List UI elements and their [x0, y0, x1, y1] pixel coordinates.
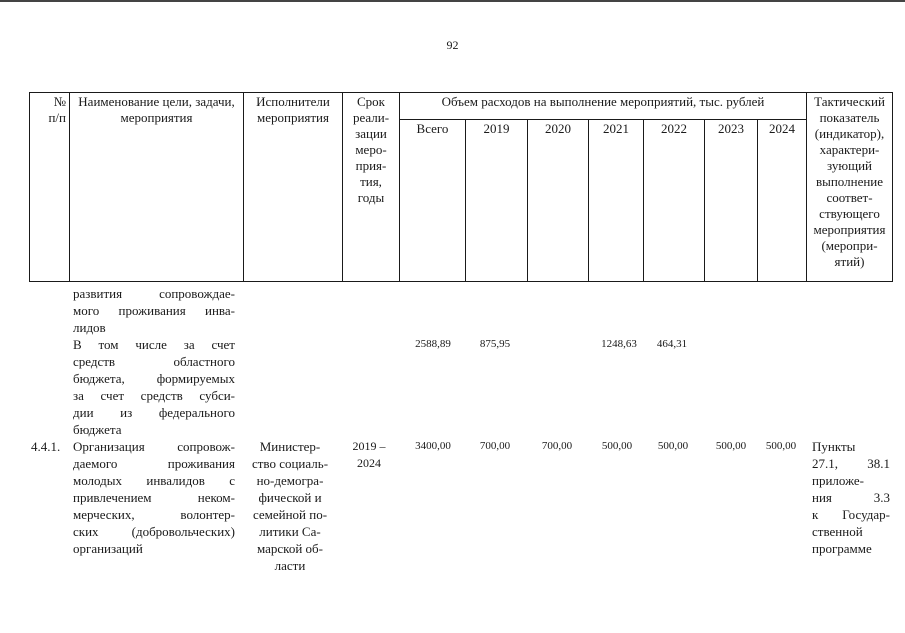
- col-year-header: 2023: [705, 120, 758, 282]
- value-2020: 700,00: [541, 440, 573, 452]
- col-volume-header: Объем расходов на выполнение мероприятий, тыс. рублей: [400, 93, 807, 120]
- top-rule: [0, 0, 905, 2]
- row-text-line: дии из федерального: [73, 405, 235, 420]
- term-cell: 2019 – 2024: [352, 439, 386, 470]
- row-text-line: организаций: [73, 541, 143, 556]
- row-text-line: ских (добровольческих): [73, 524, 235, 539]
- col-number-header: № п/п: [30, 93, 70, 282]
- col-year-header: 2022: [644, 120, 705, 282]
- executor-line: литики Са-: [259, 524, 321, 539]
- executor-line: фической и: [258, 490, 322, 505]
- executor-line: марской об-: [257, 541, 323, 556]
- executor-line: ласти: [274, 558, 306, 573]
- page-number: 92: [446, 38, 459, 52]
- col-year-header: 2024: [758, 120, 807, 282]
- executor-cell: [244, 438, 336, 574]
- col-executors-header: Исполнители мероприятия: [244, 93, 343, 282]
- indicator-cell: [812, 438, 890, 557]
- executor-line: семейной по-: [252, 507, 328, 522]
- value-2021: 500,00: [601, 440, 633, 452]
- row-text-line: мого проживания инва-: [73, 303, 235, 318]
- table-row: [73, 438, 235, 557]
- indicator-line: 27.1, 38.1: [812, 456, 890, 471]
- col-indicator-header: Тактический показатель (индикатор), характери- зующий выполнение соответ- ствующего мероприятия (меропри- ятий): [807, 93, 893, 282]
- row-text-line: лидов: [73, 320, 106, 335]
- executor-line: но-демогра-: [256, 473, 324, 488]
- value-2022: 500,00: [657, 440, 689, 452]
- col-term-header: Срок реали- зации меро- прия- тия, годы: [343, 93, 400, 282]
- value-2024: 500,00: [765, 440, 797, 452]
- col-year-header: 2021: [589, 120, 644, 282]
- table-row: [73, 285, 235, 336]
- executor-line: Министер-: [259, 439, 321, 454]
- row-text-line: развития сопровождае-: [73, 286, 235, 301]
- table-row: [73, 336, 235, 438]
- row-text-line: даемого проживания: [73, 456, 235, 471]
- row-text-line: мерческих, волонтер-: [73, 507, 235, 522]
- col-name-header: Наименование цели, задачи, мероприятия: [70, 93, 244, 282]
- value-total: 3400,00: [415, 440, 451, 452]
- indicator-line: к Государ-: [812, 507, 890, 522]
- indicator-line: ния 3.3: [812, 490, 890, 505]
- row-text-line: привлечением неком-: [73, 490, 235, 505]
- row-text-line: Организация сопровож-: [73, 439, 235, 454]
- table-body: [0, 283, 905, 633]
- row-text-line: бюджета: [73, 422, 122, 437]
- value-2021: 1248,63: [601, 338, 637, 350]
- value-2023: 500,00: [715, 440, 747, 452]
- row-text-line: за счет средств субси-: [73, 388, 235, 403]
- value-2019: 875,95: [479, 338, 511, 350]
- col-year-header: 2020: [528, 120, 589, 282]
- row-text-line: молодых инвалидов с: [73, 473, 235, 488]
- value-2022: 464,31: [656, 338, 688, 350]
- indicator-line: программе: [812, 541, 872, 556]
- executor-line: ство социаль-: [251, 456, 329, 471]
- row-text-line: средств областного: [73, 354, 235, 369]
- indicator-line: приложе-: [812, 473, 864, 488]
- row-text-line: бюджета, формируемых: [73, 371, 235, 386]
- col-year-header: Всего: [400, 120, 466, 282]
- row-number: 4.4.1.: [31, 439, 61, 454]
- value-2019: 700,00: [479, 440, 511, 452]
- table-header: [29, 92, 893, 282]
- value-total: 2588,89: [415, 338, 451, 350]
- col-year-header: 2019: [466, 120, 528, 282]
- row-text-line: В том числе за счет: [73, 337, 235, 352]
- indicator-line: Пункты: [812, 439, 856, 454]
- indicator-line: ственной: [812, 524, 863, 539]
